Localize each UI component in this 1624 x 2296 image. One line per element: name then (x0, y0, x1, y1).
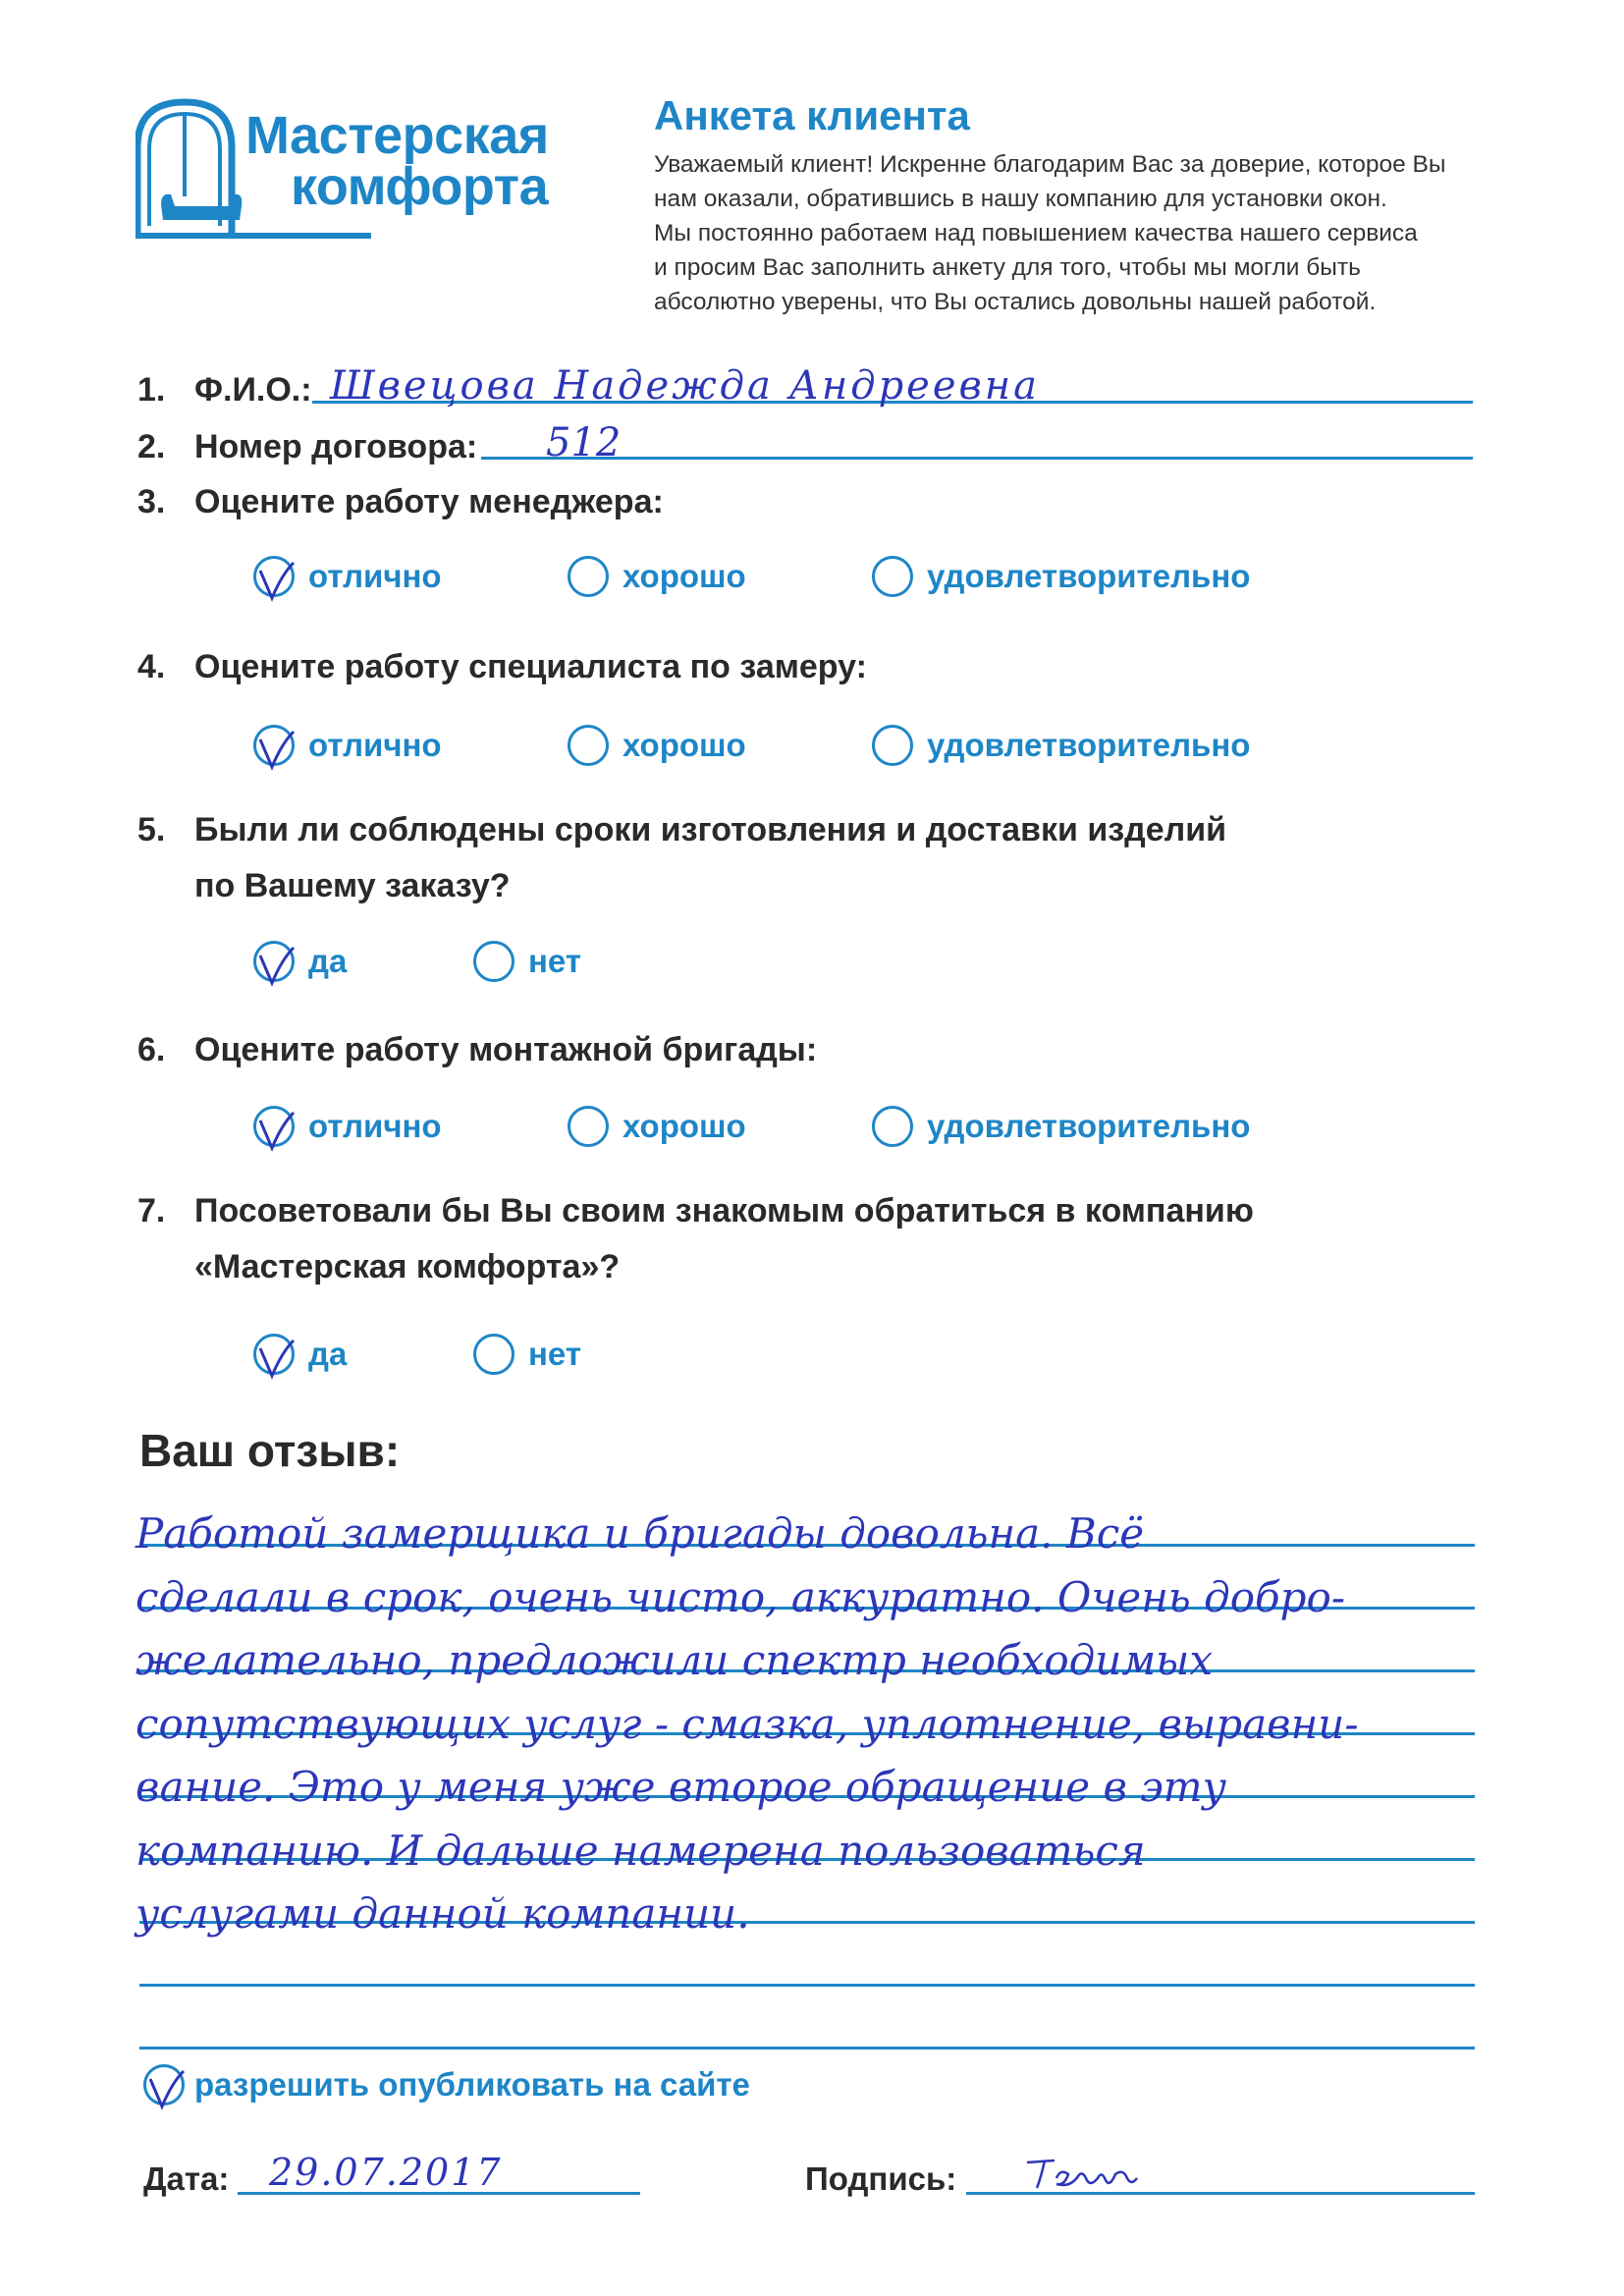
option-label: удовлетворительно (927, 558, 1251, 594)
review-line-text: сделали в срок, очень чисто, аккуратно. Очень добро- (135, 1572, 1346, 1621)
radio-button[interactable] (568, 556, 609, 597)
checked-radio[interactable] (253, 556, 295, 597)
option-label: да (308, 1336, 348, 1372)
option-label: отлично (308, 558, 442, 594)
question-label: Посоветовали бы Вы своим знакомым обратиться в компанию (194, 1192, 1254, 1230)
option-label: удовлетворительно (927, 1108, 1251, 1144)
option-label: хорошо (623, 1108, 746, 1144)
checked-radio[interactable] (253, 725, 295, 766)
intro-line: абсолютно уверены, что Вы остались довольны нашей работой. (654, 289, 1377, 315)
question-label-cont: по Вашему заказу? (194, 867, 511, 904)
checked-radio[interactable] (253, 1106, 295, 1147)
publish-permission[interactable] (143, 2064, 750, 2105)
logo-line-1: Мастерская (245, 106, 549, 165)
option-label: хорошо (623, 558, 746, 594)
name-value: Швецова Надежда Андреевна (330, 363, 1040, 409)
radio-button[interactable] (473, 941, 514, 982)
radio-button[interactable] (473, 1334, 514, 1375)
radio-button[interactable] (568, 725, 609, 766)
logo-wordmark (245, 106, 549, 216)
checkmark-icon (252, 1331, 301, 1386)
review-line-text: желательно, предложили спектр необходимых (135, 1636, 1214, 1684)
review-line-text: вание. Это у меня уже второе обращение в эту (135, 1763, 1226, 1811)
question-number: 7. (137, 1192, 166, 1230)
contract-field[interactable] (481, 457, 1473, 460)
q3-option-excellent[interactable] (253, 556, 442, 597)
question-4 (137, 648, 867, 686)
intro-line: Уважаемый клиент! Искренне благодарим Вас за доверие, которое Вы (654, 151, 1446, 178)
question-1 (137, 371, 312, 410)
q6-option-excellent[interactable] (253, 1106, 442, 1147)
radio-button[interactable] (872, 1106, 913, 1147)
question-number: 1. (137, 371, 166, 409)
question-7 (137, 1192, 1254, 1286)
date-value: 29.07.2017 (269, 2151, 503, 2194)
option-label: хорошо (623, 727, 746, 763)
survey-title: Анкета клиента (654, 92, 970, 138)
date-label: Дата: (143, 2160, 230, 2197)
contract-value: 512 (546, 420, 622, 465)
review-text-area[interactable] (135, 1503, 1530, 1946)
review-line-text: сопутствующих услуг - смазка, уплотнение, выравни- (135, 1699, 1359, 1748)
question-label-cont: «Мастерская комфорта»? (194, 1248, 621, 1285)
review-line-text: Работой замерщика и бригады довольна. Всё (135, 1509, 1145, 1558)
intro-line: и просим Вас заполнить анкету для того, чтобы мы могли быть (654, 254, 1361, 281)
checkmark-icon (252, 722, 301, 777)
question-number: 5. (137, 811, 166, 848)
checkmark-icon (142, 2061, 191, 2116)
question-label: Оцените работу специалиста по замеру: (194, 648, 867, 685)
radio-button[interactable] (872, 725, 913, 766)
option-label: нет (528, 1336, 582, 1372)
review-line-text: компанию. И дальше намерена пользоваться (135, 1826, 1146, 1875)
q7-option-yes[interactable] (253, 1334, 347, 1375)
review-rule (139, 1984, 1475, 1987)
question-6 (137, 1031, 817, 1069)
radio-button[interactable] (568, 1106, 609, 1147)
q5-option-yes[interactable] (253, 941, 347, 982)
q5-option-no[interactable] (473, 941, 581, 982)
question-number: 4. (137, 648, 166, 685)
intro-line: нам оказали, обратившись в нашу компанию для установки окон. (654, 186, 1387, 212)
q3-option-good[interactable] (568, 556, 746, 597)
checked-radio[interactable] (253, 1334, 295, 1375)
checkmark-icon (252, 938, 301, 993)
question-label: Были ли соблюдены сроки изготовления и доставки изделий (194, 811, 1227, 848)
question-label: Оцените работу монтажной бригады: (194, 1031, 818, 1068)
intro-line: Мы постоянно работаем над повышением качества нашего сервиса (654, 220, 1418, 246)
intro-text (654, 147, 1489, 319)
signature-label: Подпись: (805, 2160, 957, 2197)
handwritten-signature (1021, 2149, 1168, 2196)
checkmark-icon (252, 1103, 301, 1158)
name-label: Ф.И.О.: (194, 371, 312, 409)
logo-line-2: комфорта (291, 157, 549, 216)
q4-option-good[interactable] (568, 725, 746, 766)
option-label: отлично (308, 1108, 442, 1144)
review-rule (139, 2047, 1475, 2050)
question-number: 6. (137, 1031, 166, 1068)
checked-radio[interactable] (253, 941, 295, 982)
review-title: Ваш отзыв: (139, 1425, 401, 1476)
review-line-text: услугами данной компании. (135, 1889, 750, 1938)
question-number: 3. (137, 483, 166, 520)
checkmark-icon (252, 553, 301, 608)
q4-option-satisfactory[interactable] (872, 725, 1250, 766)
q4-option-excellent[interactable] (253, 725, 442, 766)
question-3 (137, 483, 664, 521)
option-label: удовлетворительно (927, 727, 1251, 763)
checked-radio[interactable] (143, 2064, 185, 2105)
question-label: Оцените работу менеджера: (194, 483, 664, 520)
radio-button[interactable] (872, 556, 913, 597)
option-label: нет (528, 943, 582, 979)
publish-label: разрешить опубликовать на сайте (194, 2066, 750, 2103)
question-2 (137, 428, 477, 466)
question-5 (137, 811, 1226, 905)
option-label: да (308, 943, 348, 979)
question-number: 2. (137, 428, 166, 465)
contract-label: Номер договора: (194, 428, 478, 465)
q6-option-good[interactable] (568, 1106, 746, 1147)
option-label: отлично (308, 727, 442, 763)
q6-option-satisfactory[interactable] (872, 1106, 1250, 1147)
q7-option-no[interactable] (473, 1334, 581, 1375)
q3-option-satisfactory[interactable] (872, 556, 1250, 597)
